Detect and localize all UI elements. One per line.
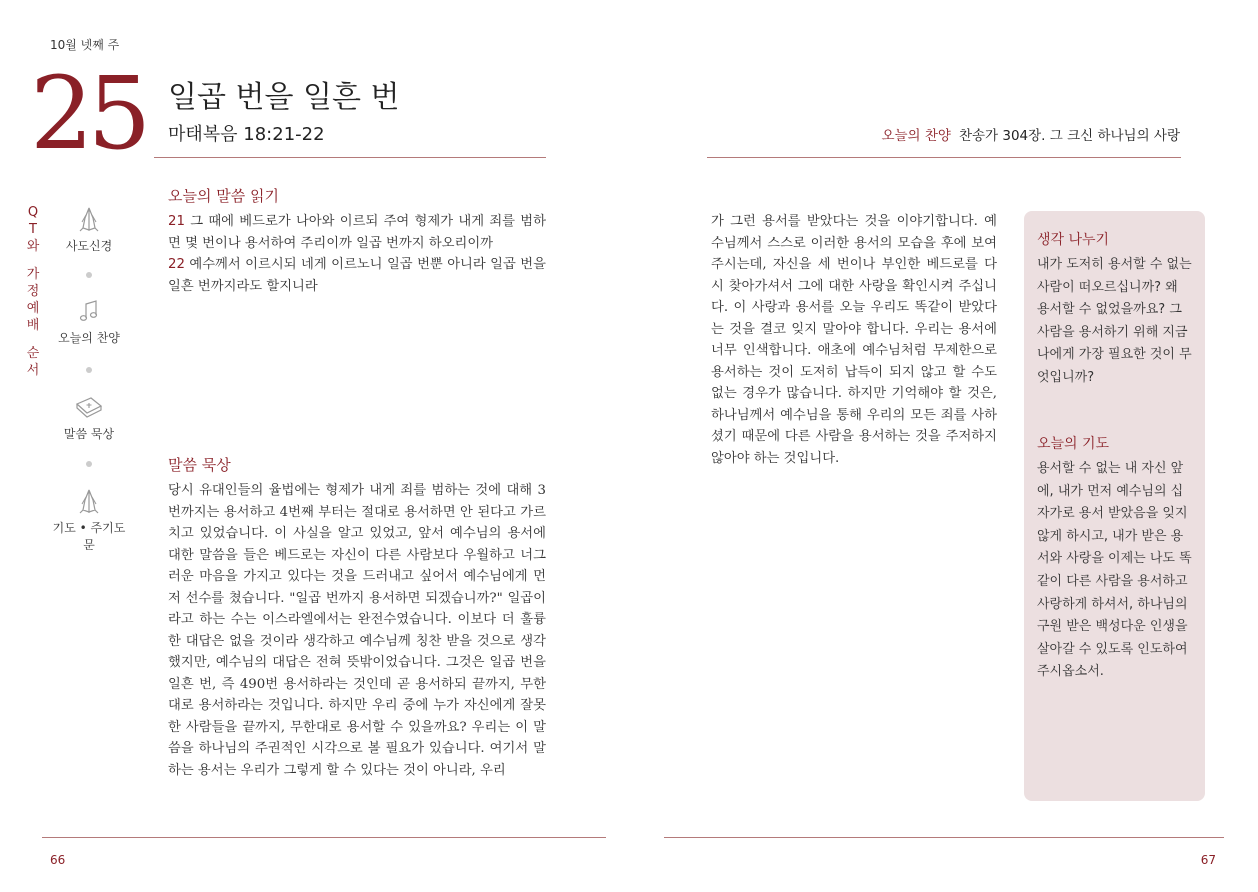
sharing-heading: 생각 나누기 [1037,232,1110,248]
side-vertical-label: Q T 와 가 정 예 배 순 서 [26,205,40,378]
step-dot [86,367,92,373]
scripture-reference: 마태복음 18:21-22 [168,124,325,145]
header-rule-right [707,157,1181,158]
praying-hands-icon [74,204,104,234]
page-number-left: 66 [50,853,66,867]
bible-icon [73,392,105,422]
praying-hands-icon [74,486,104,516]
hymn-label: 오늘의 찬양 [881,128,951,144]
step-dot [86,461,92,467]
hymn-text: 찬송가 304장. 그 크신 하나님의 사랑 [958,128,1180,144]
step-word-meditation: 말씀 묵상 [50,392,128,442]
page-number-right: 67 [1200,853,1216,867]
reading-heading: 오늘의 말씀 읽기 [168,187,279,205]
sharing-text: 내가 도저히 용서할 수 없는 사람이 떠오르십니까? 왜 용서할 수 없었을까요? 그 사람을 용서하기 위해 지금 나에게 가장 필요한 것이 무엇입니까? [1037,257,1192,385]
meditation-text-right: 가 그런 용서를 받았다는 것을 이야기합니다. 예수님께서 스스로 이러한 용서의 모습을 후에 보여주시는데, 자신을 세 번이나 부인한 베드로를 다시 찾아가셔서 그에 대한 사랑을 확인시켜 주십니다. 이 사랑과 용서를 오늘 우리도 똑같이 받았다는 것을 결코 잊지 말아야 합니다. 우리는 용서에 너무 인색합니다. 애초에 예수님처럼 무제한으로 용서하는 것이 도저히 납득이 되지 않고 할 수도 없는 경우가 많습니다. 하지만 기억해야 할 것은, 하나님께서 예수님을 통해 우리의 모든 죄를 사하셨기 때문에 다른 사람을 용서하는 것을 주저하지 않아야 하는 것입니다. [711,214,997,466]
verse-22: 22 예수께서 이르시되 네게 이르노니 일곱 번뿐 아니라 일곱 번을 일흔 번까지라도 할지니라 [168,257,546,294]
music-note-icon [74,296,104,326]
day-number: 25 [30,55,146,172]
step-dot [86,272,92,278]
verse-21: 21 그 때에 베드로가 나아와 이르되 주여 형제가 내게 죄를 범하면 몇 번이나 용서하여 주리이까 일곱 번까지 하오리이까 [168,214,546,251]
prayer-heading: 오늘의 기도 [1037,436,1110,452]
footer-rule-right [664,837,1224,838]
step-today-hymn: 오늘의 찬양 [50,296,128,346]
reading-verses [168,211,546,297]
prayer-text: 용서할 수 없는 내 자신 앞에, 내가 먼저 예수님의 십자가로 용서 받았음을 잊지 않게 하시고, 내가 받은 용서와 사랑을 이제는 나도 똑같이 다른 사람을 용서하고 사랑하게 하셔서, 하나님의 구원 받은 백성다운 인생을 살아갈 수 있도록 인도하여 주시옵소서. [1037,461,1192,680]
step-apostles-creed: 사도신경 [50,204,128,254]
page-title: 일곱 번을 일흔 번 [168,80,400,115]
meditation-heading: 말씀 묵상 [168,456,231,474]
header-rule-left [154,157,546,158]
step-prayer: 기도 • 주기도문 [50,486,128,553]
week-label: 10월 넷째 주 [50,38,120,52]
footer-rule-left [42,837,606,838]
meditation-text-left: 당시 유대인들의 율법에는 형제가 내게 죄를 범하는 것에 대해 3번까지는 용서하고 4번째 부터는 절대로 용서하면 안 된다고 가르치고 있었습니다. 이 사실을 알고 있었고, 앞서 예수님의 용서에 대한 말씀을 들은 베드로는 자신이 다른 사람보다 우월하고 너그러운 마음을 가지고 있다는 것을 드러내고 싶어서 예수님에게 먼저 선수를 쳤습니다. "일곱 번까지 용서하면 되겠습니까?" 일곱이라고 하는 수는 이스라엘에서는 완전수였습니다. 이보다 더 훌륭한 대답은 없을 것이라 생각하고 예수님께 칭찬 받을 것으로 생각했지만, 예수님의 대답은 전혀 뜻밖이었습니다. 그것은 일곱 번을 일흔 번, 즉 490번 용서하라는 것인데 곧 용서하되 끝까지, 무한대로 용서하라는 것입니다. 하지만 우리 중에 누가 자신에게 잘못한 사람들을 끝까지, 무한대로 용서할 수 있을까요? 우리는 이 말씀을 하나님의 주권적인 시각으로 볼 필요가 있습니다. 여기서 말하는 용서는 우리가 그렇게 할 수 있다는 것이 아니라, 우리 [168,483,546,778]
hymn-info [881,124,1180,144]
